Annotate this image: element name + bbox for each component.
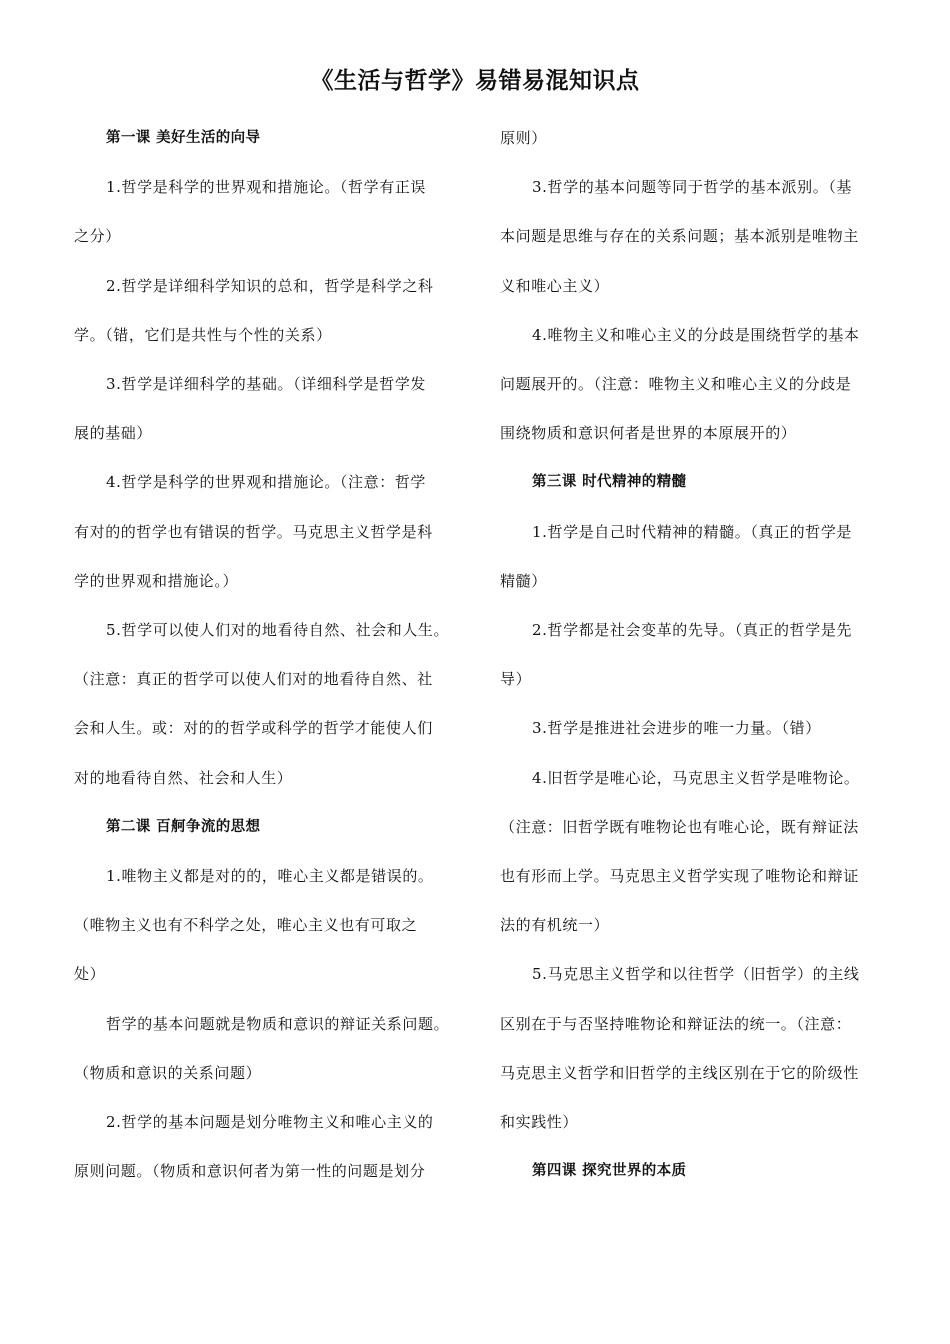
text-line: 区别在于与否坚持唯物论和辩证法的统一。（注意：	[500, 1014, 852, 1033]
text-line: 围绕物质和意识何者是世界的本原展开的）	[500, 424, 797, 443]
text-line: 2.哲学是详细科学知识的总和，哲学是科学之科	[106, 276, 434, 295]
text-line: 3.哲学是推进社会进步的唯一力量。（错）	[532, 719, 821, 738]
text-line: （注意：真正的哲学可以使人们对的地看待自然、社	[74, 670, 433, 689]
text-line: 和实践性）	[500, 1113, 579, 1131]
text-line: 原则问题。（物质和意识何者为第一性的问题是划分	[74, 1162, 426, 1181]
text-line: 马克思主义哲学和旧哲学的主线区别在于它的阶级性	[500, 1063, 859, 1082]
text-line: 3.哲学是详细科学的基础。（详细科学是哲学发	[106, 375, 427, 393]
text-line: 学的世界观和措施论。）	[74, 571, 239, 590]
text-line: （注意：旧哲学既有唯物论也有唯心论，既有辩证法	[500, 817, 859, 836]
text-line: 法的有机统一）	[500, 916, 610, 935]
text-line: 2.哲学都是社会变革的先导。（真正的哲学是先	[532, 621, 853, 639]
text-line: 有对的的哲学也有错误的哲学。马克思主义哲学是科	[74, 522, 433, 541]
text-line: 展的基础）	[74, 424, 153, 443]
text-line: 原则）	[500, 129, 547, 147]
text-line: 1.哲学是科学的世界观和措施论。（哲学有正误	[106, 178, 427, 197]
section-heading: 第三课 时代精神的精髓	[532, 474, 687, 491]
text-line: 对的地看待自然、社会和人生）	[74, 768, 293, 787]
text-line: 精髓）	[500, 571, 547, 590]
text-line: （物质和意识的关系问题）	[74, 1063, 262, 1082]
text-line: （唯物主义也有不科学之处，唯心主义也有可取之	[74, 916, 418, 935]
text-line: 4.哲学是科学的世界观和措施论。（注意：哲学	[106, 473, 427, 492]
text-line: 5.哲学可以使人们对的地看待自然、社会和人生。	[106, 621, 450, 639]
section-heading: 第一课 美好生活的向导	[106, 130, 261, 146]
text-line: 4.旧哲学是唯心论，马克思主义哲学是唯物论。	[532, 768, 860, 787]
page-title: 《生活与哲学》易错易混知识点	[310, 68, 640, 94]
text-line: 问题展开的。（注意：唯物主义和唯心主义的分歧是	[500, 375, 852, 393]
text-line: 也有形而上学。马克思主义哲学实现了唯物论和辩证	[500, 867, 859, 885]
text-line: 4.唯物主义和唯心主义的分歧是围绕哲学的基本	[532, 325, 860, 344]
text-line: 会和人生。或：对的的哲学或科学的哲学才能使人们	[74, 719, 433, 738]
text-line: 义和唯心主义）	[500, 276, 610, 295]
text-line: 处）	[74, 965, 106, 984]
section-heading: 第四课 探究世界的本质	[532, 1163, 687, 1180]
text-line: 5.马克思主义哲学和以往哲学（旧哲学）的主线	[532, 965, 860, 984]
text-line: 1.哲学是自己时代精神的精髓。（真正的哲学是	[532, 522, 853, 541]
text-line: 1.唯物主义都是对的的，唯心主义都是错误的。	[106, 867, 434, 885]
text-line: 哲学的基本问题就是物质和意识的辩证关系问题。	[106, 1014, 450, 1033]
section-heading: 第二课 百舸争流的思想	[106, 818, 261, 835]
text-line: 2.哲学的基本问题是划分唯物主义和唯心主义的	[106, 1113, 434, 1131]
text-line: 本问题是思维与存在的关系问题；基本派别是唯物主	[500, 227, 859, 246]
text-line: 3.哲学的基本问题等同于哲学的基本派别。（基	[532, 178, 853, 197]
text-line: 之分）	[74, 227, 121, 246]
text-line: 学。（错，它们是共性与个性的关系）	[74, 325, 332, 344]
text-line: 导）	[500, 670, 532, 689]
